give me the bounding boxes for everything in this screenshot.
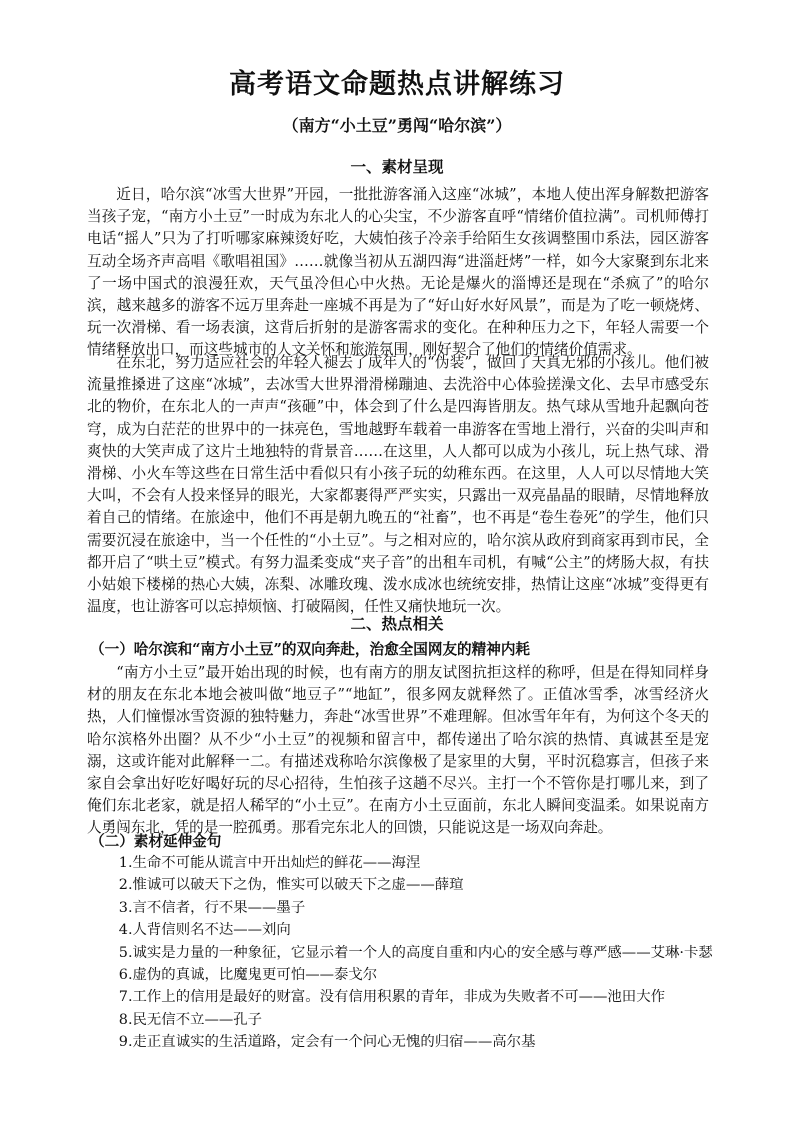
section-heading-hotspot: 二、热点相关 <box>350 615 444 633</box>
quote-item: 1.生命不可能从谎言中开出灿烂的鲜花——海涅 <box>118 855 421 871</box>
subsection-heading-1: （一）哈尔滨和“南方小土豆”的双向奔赴，治愈全国网友的精神内耗 <box>90 641 531 658</box>
quote-item: 4.人背信则名不达——刘向 <box>118 922 291 939</box>
section-heading-material: 一、素材呈现 <box>350 158 444 176</box>
quote-item: 5.诚实是力量的一种象征，它显示着一个人的高度自重和内心的安全感与尊严感——艾琳·卡瑟 <box>118 944 713 961</box>
subsection-heading-2: （二）素材延伸金句 <box>90 833 222 850</box>
quote-item: 2.惟诚可以破天下之伪，惟实可以破天下之虚——薛瑄 <box>118 877 464 894</box>
quote-list <box>87 852 717 1054</box>
document-title: 高考语文命题热点讲解练习 <box>229 69 565 100</box>
quote-item: 8.民无信不立——孔子 <box>118 1011 263 1028</box>
document-subtitle: （南方“小土豆”勇闯“哈尔滨”） <box>282 116 512 135</box>
quote-item: 6.虚伪的真诚，比魔鬼更可怕——泰戈尔 <box>118 967 378 984</box>
quote-item: 3.言不信者，行不果——墨子 <box>118 899 306 916</box>
quote-item: 7.工作上的信用是最好的财富。没有信用积累的青年，非成为失败者不可——池田大作 <box>118 989 665 1006</box>
material-paragraph-2: 在东北，努力适应社会的年轻人褪去了成年人的“伪装”，做回了天真无邪的小孩儿。他们被流量推搡进了这座“冰城”，去冰雪大世界滑滑梯蹦迪、去洗浴中心体验搓澡文化、去早市感受东北的物价，在东北人的一声声“孩砸”中，体会到了什么是四海皆朋友。热气球从雪地升起飘向苍穹，成为白茫茫的世界中的一抹亮色，雪地越野车载着一串游客在雪地上滑行，兴奋的尖叫声和爽快的大笑声成了这片土地独特的背景音……在这里，人人都可以成为小孩儿，玩上热气球、滑滑梯、小火车等这些在日常生活中看似只有小孩子玩的幼稚东西。在这里，人人可以尽情地大笑大叫，不会有人投来怪异的眼光，大家都裹得严严实实，只露出一双亮晶晶的眼睛，尽情地释放着自己的情绪。在旅途中，他们不再是朝九晚五的“社畜”，也不再是“卷生卷死”的学生，他们只需要沉浸在旅途中，当一个任性的“小土豆”。与之相对应的，哈尔滨从政府到商家再到市民，全都开启了“哄土豆”模式。有努力温柔变成“夹子音”的出租车司机，有喊“公主”的烤肠大叔，有扶小姑娘下楼梯的热心大姨，冻梨、冰雕玫瑰、泼水成冰也统统安排，热情让这座“冰城”变得更有温度，也让游客可以忘掉烦恼、打破隔阂，任性又痛快地玩一次。 <box>87 354 709 616</box>
quote-item: 9.走正直诚实的生活道路，定会有一个问心无愧的归宿——高尔基 <box>118 1034 536 1051</box>
hotspot-paragraph: “南方小土豆”最开始出现的时候，也有南方的朋友试图抗拒这样的称呼，但是在得知同样身材的朋友在东北本地会被叫做“地豆子”“地缸”，很多网友就释然了。正值冰雪季，冰雪经济火热，人们憧憬冰雪资源的独特魅力，奔赴“冰雪世界”不难理解。但冰雪年年有，为何这个冬天的哈尔滨格外出圈？从不少“小土豆”的视频和留言中，都传递出了哈尔滨的热情、真诚甚至是宠溺，这或许能对此解释一二。有描述戏称哈尔滨像极了是家里的大舅，平时沉稳寡言，但孩子来家自会拿出好吃好喝好玩的尽心招待，生怕孩子这趟不尽兴。主打一个不管你是打哪儿来，到了俺们东北老家，就是招人稀罕的“小土豆”。在南方小土豆面前，东北人瞬间变温柔。如果说南方人勇闯东北，凭的是一腔孤勇。那看完东北人的回馈，只能说这是一场双向奔赴。 <box>87 664 709 837</box>
material-paragraph-1: 近日，哈尔滨“冰雪大世界”开园，一批批游客涌入这座“冰城”，本地人使出浑身解数把游客当孩子宠，“南方小土豆”一时成为东北人的心尖宝，不少游客直呼“情绪价值拉满”。司机师傅打电话“摇人”只为了打听哪家麻辣烫好吃，大姨怕孩子冷亲手给陌生女孩调整围巾系法，园区游客互动全场齐声高唱《歌唱祖国》……就像当初从五湖四海“进淄赶烤”一样，如今大家聚到东北来了一场中国式的浪漫狂欢，天气虽冷但心中火热。无论是爆火的淄博还是现在“杀疯了”的哈尔滨，越来越多的游客不远万里奔赴一座城不再是为了“好山好水好风景”，而是为了吃一顿烧烤、玩一次滑梯、看一场表演，这背后折射的是游客需求的变化。在种种压力之下，年轻人需要一个情绪释放出口，而这些城市的人文关怀和旅游氛围，刚好契合了他们的情绪价值需求。 <box>87 186 709 359</box>
